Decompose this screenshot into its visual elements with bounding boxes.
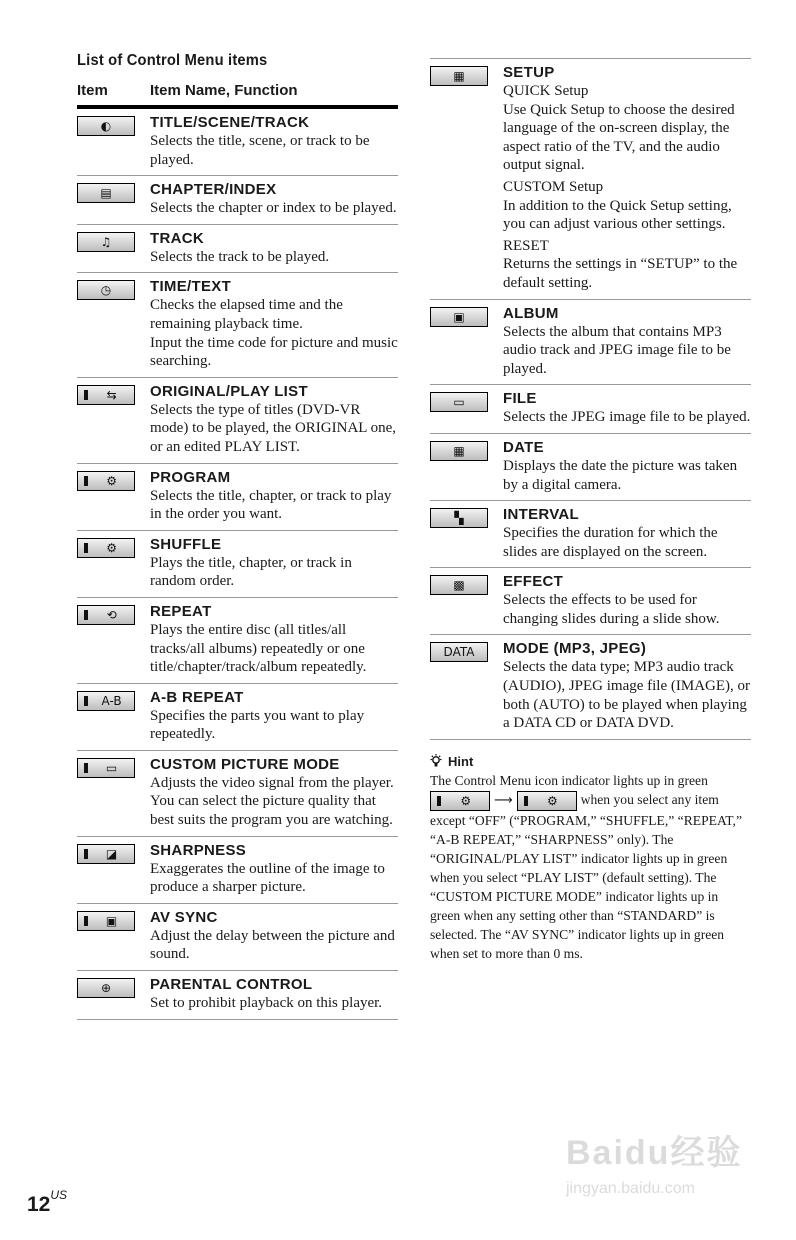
icon-cell bbox=[430, 439, 503, 494]
menu-item-row bbox=[77, 837, 398, 904]
icon-cell bbox=[77, 278, 150, 370]
icon-cell bbox=[430, 64, 503, 293]
item-name: CHAPTER/INDEX bbox=[150, 181, 277, 199]
table-header bbox=[77, 82, 398, 109]
menu-item-row bbox=[430, 568, 751, 635]
menu-item-row bbox=[77, 531, 398, 598]
hint-indicator-example bbox=[430, 791, 577, 811]
description-line: Selects the type of titles (DVD-VR mode) to be played, the ORIGINAL one, or an edited PLAY LIST. bbox=[150, 401, 397, 455]
item-description bbox=[503, 658, 751, 732]
description-line: Use Quick Setup to choose the desired language of the on-screen display, the aspect ratio of the TV, and the audio output signal. bbox=[503, 101, 735, 174]
clock-icon bbox=[77, 280, 135, 300]
watermark-logo: Baidu经验 bbox=[566, 1134, 743, 1172]
description-line: Plays the title, chapter, or track in random order. bbox=[150, 554, 352, 590]
indicator-off-icon: ⚙ bbox=[430, 791, 490, 811]
indicator-bar bbox=[84, 543, 88, 553]
menu-item-row bbox=[77, 751, 398, 837]
item-text bbox=[150, 181, 398, 218]
item-description bbox=[150, 248, 398, 267]
music-note-icon bbox=[77, 232, 135, 252]
item-name: MODE (MP3, JPEG) bbox=[503, 640, 647, 658]
indicator-bar bbox=[84, 849, 88, 859]
icon-glyph: ◪ bbox=[105, 846, 118, 861]
item-description bbox=[503, 524, 751, 561]
icon-glyph: ⟲ bbox=[106, 607, 117, 622]
hint-box bbox=[430, 754, 751, 963]
item-description bbox=[150, 927, 398, 964]
item-text bbox=[150, 278, 398, 370]
menu-item-row bbox=[77, 904, 398, 971]
left-item-list bbox=[77, 109, 398, 1020]
menu-item-row bbox=[77, 176, 398, 225]
icon-glyph: A-B bbox=[101, 693, 122, 708]
icon-cell bbox=[77, 230, 150, 267]
custom-picture-icon bbox=[77, 758, 135, 778]
item-description bbox=[150, 774, 398, 830]
menu-item-row bbox=[77, 684, 398, 751]
toolbox-icon bbox=[430, 66, 488, 86]
icon-cell bbox=[77, 603, 150, 677]
parental-lock-icon bbox=[77, 978, 135, 998]
page-number bbox=[27, 1188, 68, 1217]
data-mode-icon bbox=[430, 642, 488, 662]
description-line: Selects the chapter or index to be played. bbox=[150, 200, 397, 217]
description-line: Selects the data type; MP3 audio track (AUDIO), JPEG image file (IMAGE), or both (AUTO) to be played when playing a DATA CD or DATA DVD. bbox=[503, 659, 751, 732]
item-name: CUSTOM PICTURE MODE bbox=[150, 755, 340, 773]
watermark-url: jingyan.baidu.com bbox=[566, 1180, 695, 1197]
menu-item-row bbox=[430, 501, 751, 568]
description-line: Exaggerates the outline of the image to produce a sharper picture. bbox=[150, 860, 385, 896]
indicator-bar bbox=[84, 610, 88, 620]
hint-title bbox=[430, 754, 751, 769]
description-line: Specifies the parts you want to play repeatedly. bbox=[150, 707, 365, 743]
icon-glyph: ▣ bbox=[105, 913, 118, 928]
header-item: Item bbox=[77, 82, 108, 99]
play-list-icon bbox=[77, 385, 135, 405]
indicator-on-icon: ⚙ bbox=[517, 791, 577, 811]
item-description bbox=[150, 860, 398, 897]
item-description bbox=[503, 457, 751, 494]
item-description bbox=[503, 408, 751, 427]
item-description bbox=[150, 554, 398, 591]
item-description bbox=[503, 591, 751, 628]
icon-cell bbox=[77, 536, 150, 591]
item-name: TRACK bbox=[150, 229, 204, 247]
left-column bbox=[77, 52, 398, 1020]
lightbulb-icon bbox=[430, 754, 442, 768]
menu-item-row bbox=[430, 300, 751, 386]
menu-item-row bbox=[430, 58, 751, 300]
item-text bbox=[503, 439, 751, 494]
icon-cell bbox=[77, 842, 150, 897]
description-line: Adjust the delay between the picture and sound. bbox=[150, 927, 395, 963]
description-line: CUSTOM Setup bbox=[503, 178, 604, 195]
description-line: Input the time code for picture and music searching. bbox=[150, 334, 398, 370]
icon-cell bbox=[430, 640, 503, 732]
section-title: List of Control Menu items bbox=[77, 52, 268, 69]
icon-glyph: ⊕ bbox=[100, 981, 112, 996]
item-text bbox=[150, 469, 398, 524]
description-line: Selects the title, chapter, or track to play in the order you want. bbox=[150, 487, 392, 523]
item-name: PROGRAM bbox=[150, 468, 231, 486]
sharpness-icon bbox=[77, 844, 135, 864]
indicator-bar bbox=[84, 696, 88, 706]
menu-item-row bbox=[77, 464, 398, 531]
item-name: DATE bbox=[503, 438, 544, 456]
item-description bbox=[503, 323, 751, 379]
item-description bbox=[150, 707, 398, 744]
indicator-bar bbox=[84, 916, 88, 926]
icon-cell bbox=[430, 506, 503, 561]
disc-title-icon bbox=[77, 116, 135, 136]
item-description bbox=[150, 132, 398, 169]
item-name: A-B REPEAT bbox=[150, 688, 244, 706]
description-line: QUICK Setup bbox=[503, 83, 589, 99]
icon-glyph: ⇆ bbox=[106, 387, 117, 402]
icon-glyph: ▭ bbox=[453, 395, 465, 410]
description-line: Set to prohibit playback on this player. bbox=[150, 995, 383, 1012]
page-number-suffix: US bbox=[50, 1188, 68, 1202]
item-name: SHARPNESS bbox=[150, 841, 247, 859]
item-name: AV SYNC bbox=[150, 908, 218, 926]
menu-item-row bbox=[430, 385, 751, 434]
description-line: Checks the elapsed time and the remaining playback time. bbox=[150, 297, 343, 332]
description-line: Selects the album that contains MP3 audio track and JPEG image file to be played. bbox=[503, 323, 731, 377]
item-text bbox=[150, 976, 398, 1013]
menu-item-row bbox=[77, 378, 398, 464]
file-icon bbox=[430, 392, 488, 412]
item-description bbox=[150, 487, 398, 524]
hint-label: Hint bbox=[448, 753, 474, 769]
page-number-value: 12 bbox=[27, 1193, 51, 1216]
effect-icon bbox=[430, 575, 488, 595]
description-line: In addition to the Quick Setup setting, you can adjust various other settings. bbox=[503, 197, 732, 233]
item-name: SETUP bbox=[503, 64, 555, 81]
indicator-bar bbox=[84, 390, 88, 400]
icon-glyph: ♫ bbox=[100, 234, 112, 249]
item-text bbox=[150, 383, 398, 457]
interval-icon bbox=[430, 508, 488, 528]
item-name: INTERVAL bbox=[503, 506, 580, 524]
item-text bbox=[503, 573, 751, 628]
icon-cell bbox=[77, 181, 150, 218]
ab-repeat-icon bbox=[77, 691, 135, 711]
date-icon bbox=[430, 441, 488, 461]
item-name: TIME/TEXT bbox=[150, 278, 232, 296]
icon-glyph: ◐ bbox=[100, 119, 112, 133]
item-description bbox=[150, 621, 398, 677]
description-line: Adjusts the video signal from the player. You can select the picture quality that best suits the program you are watching. bbox=[150, 774, 394, 829]
icon-cell bbox=[77, 469, 150, 524]
icon-cell bbox=[430, 573, 503, 628]
item-text bbox=[150, 603, 398, 677]
icon-glyph: ◷ bbox=[100, 283, 112, 298]
item-name: ALBUM bbox=[503, 304, 559, 322]
watermark bbox=[566, 1125, 766, 1205]
icon-cell bbox=[77, 909, 150, 964]
menu-item-row bbox=[77, 971, 398, 1020]
item-text bbox=[503, 640, 751, 732]
av-sync-icon bbox=[77, 911, 135, 931]
hint-line-2: when you select any item except “OFF” (“PROGRAM,” “SHUFFLE,” “REPEAT,” “A-B REPEAT,” “SHARPNESS” only). The “ORIGINAL/PLAY LIST” indicator lights up in green when you select “PLAY LIST” (default setting). The “CUSTOM PICTURE MODE” indicator lights up in green when any setting other than “STANDARD” is selected. The “AV SYNC” indicator lights up in green when set to more than 0 ms. bbox=[430, 791, 742, 961]
description-line: Selects the title, scene, or track to be played. bbox=[150, 133, 370, 168]
right-column bbox=[430, 58, 751, 963]
description-line: Displays the date the picture was taken by a digital camera. bbox=[503, 457, 738, 493]
description-line: RESET bbox=[503, 237, 549, 254]
indicator-bar bbox=[84, 476, 88, 486]
menu-item-row bbox=[77, 225, 398, 274]
menu-item-row bbox=[430, 434, 751, 501]
arrow-right-icon: ⟶ bbox=[494, 793, 513, 809]
menu-item-row bbox=[430, 635, 751, 739]
item-name: TITLE/SCENE/TRACK bbox=[150, 114, 310, 131]
program-icon bbox=[77, 471, 135, 491]
item-text bbox=[150, 756, 398, 830]
icon-cell bbox=[430, 305, 503, 379]
shuffle-icon bbox=[77, 538, 135, 558]
icon-glyph: ▭ bbox=[105, 760, 118, 775]
item-text bbox=[150, 842, 398, 897]
icon-cell bbox=[77, 114, 150, 169]
item-text bbox=[503, 305, 751, 379]
icon-cell bbox=[77, 383, 150, 457]
item-description bbox=[150, 296, 398, 370]
description-line: Selects the effects to be used for changing slides during a slide show. bbox=[503, 592, 720, 627]
icon-glyph: ▤ bbox=[100, 186, 112, 201]
repeat-icon bbox=[77, 605, 135, 625]
description-line: Selects the JPEG image file to be played. bbox=[503, 409, 751, 426]
icon-cell bbox=[77, 976, 150, 1013]
item-text bbox=[503, 506, 751, 561]
header-item-name-function: Item Name, Function bbox=[150, 82, 298, 99]
hint-text bbox=[430, 771, 751, 963]
right-item-list bbox=[430, 58, 751, 740]
item-text bbox=[150, 689, 398, 744]
description-line: Specifies the duration for which the slides are displayed on the screen. bbox=[503, 525, 718, 560]
item-description bbox=[150, 401, 398, 457]
indicator-bar bbox=[84, 763, 88, 773]
item-text bbox=[150, 909, 398, 964]
menu-item-row bbox=[77, 598, 398, 684]
menu-item-row bbox=[77, 109, 398, 176]
icon-cell bbox=[77, 689, 150, 744]
item-name: REPEAT bbox=[150, 602, 212, 620]
menu-item-row bbox=[77, 273, 398, 377]
album-icon bbox=[430, 307, 488, 327]
item-text bbox=[503, 64, 751, 293]
item-text bbox=[150, 114, 398, 169]
icon-cell bbox=[77, 756, 150, 830]
icon-glyph: ▦ bbox=[453, 443, 465, 458]
icon-glyph: ▚ bbox=[454, 511, 464, 526]
icon-glyph: ▩ bbox=[453, 578, 465, 593]
icon-glyph: ▣ bbox=[453, 309, 465, 324]
item-text bbox=[150, 230, 398, 267]
icon-cell bbox=[430, 390, 503, 427]
item-description bbox=[150, 994, 398, 1013]
hint-line-1: The Control Menu icon indicator lights up in green bbox=[430, 772, 708, 788]
icon-glyph: DATA bbox=[443, 645, 475, 660]
icon-glyph: ⚙ bbox=[106, 540, 117, 555]
item-description bbox=[503, 82, 751, 293]
item-description bbox=[150, 199, 398, 218]
icon-glyph: ▦ bbox=[453, 69, 465, 83]
icon-glyph: ⚙ bbox=[106, 473, 117, 488]
item-text bbox=[503, 390, 751, 427]
item-name: EFFECT bbox=[503, 573, 564, 591]
description-line: Returns the settings in “SETUP” to the default setting. bbox=[503, 256, 738, 291]
description-line: Selects the track to be played. bbox=[150, 248, 330, 265]
item-name: FILE bbox=[503, 390, 537, 408]
item-text bbox=[150, 536, 398, 591]
description-line: Plays the entire disc (all titles/all tracks/all albums) repeatedly or one title/chapter/track/album repeatedly. bbox=[150, 621, 367, 676]
item-name: ORIGINAL/PLAY LIST bbox=[150, 382, 308, 400]
clapperboard-icon bbox=[77, 183, 135, 203]
item-name: SHUFFLE bbox=[150, 535, 222, 553]
item-name: PARENTAL CONTROL bbox=[150, 976, 313, 994]
